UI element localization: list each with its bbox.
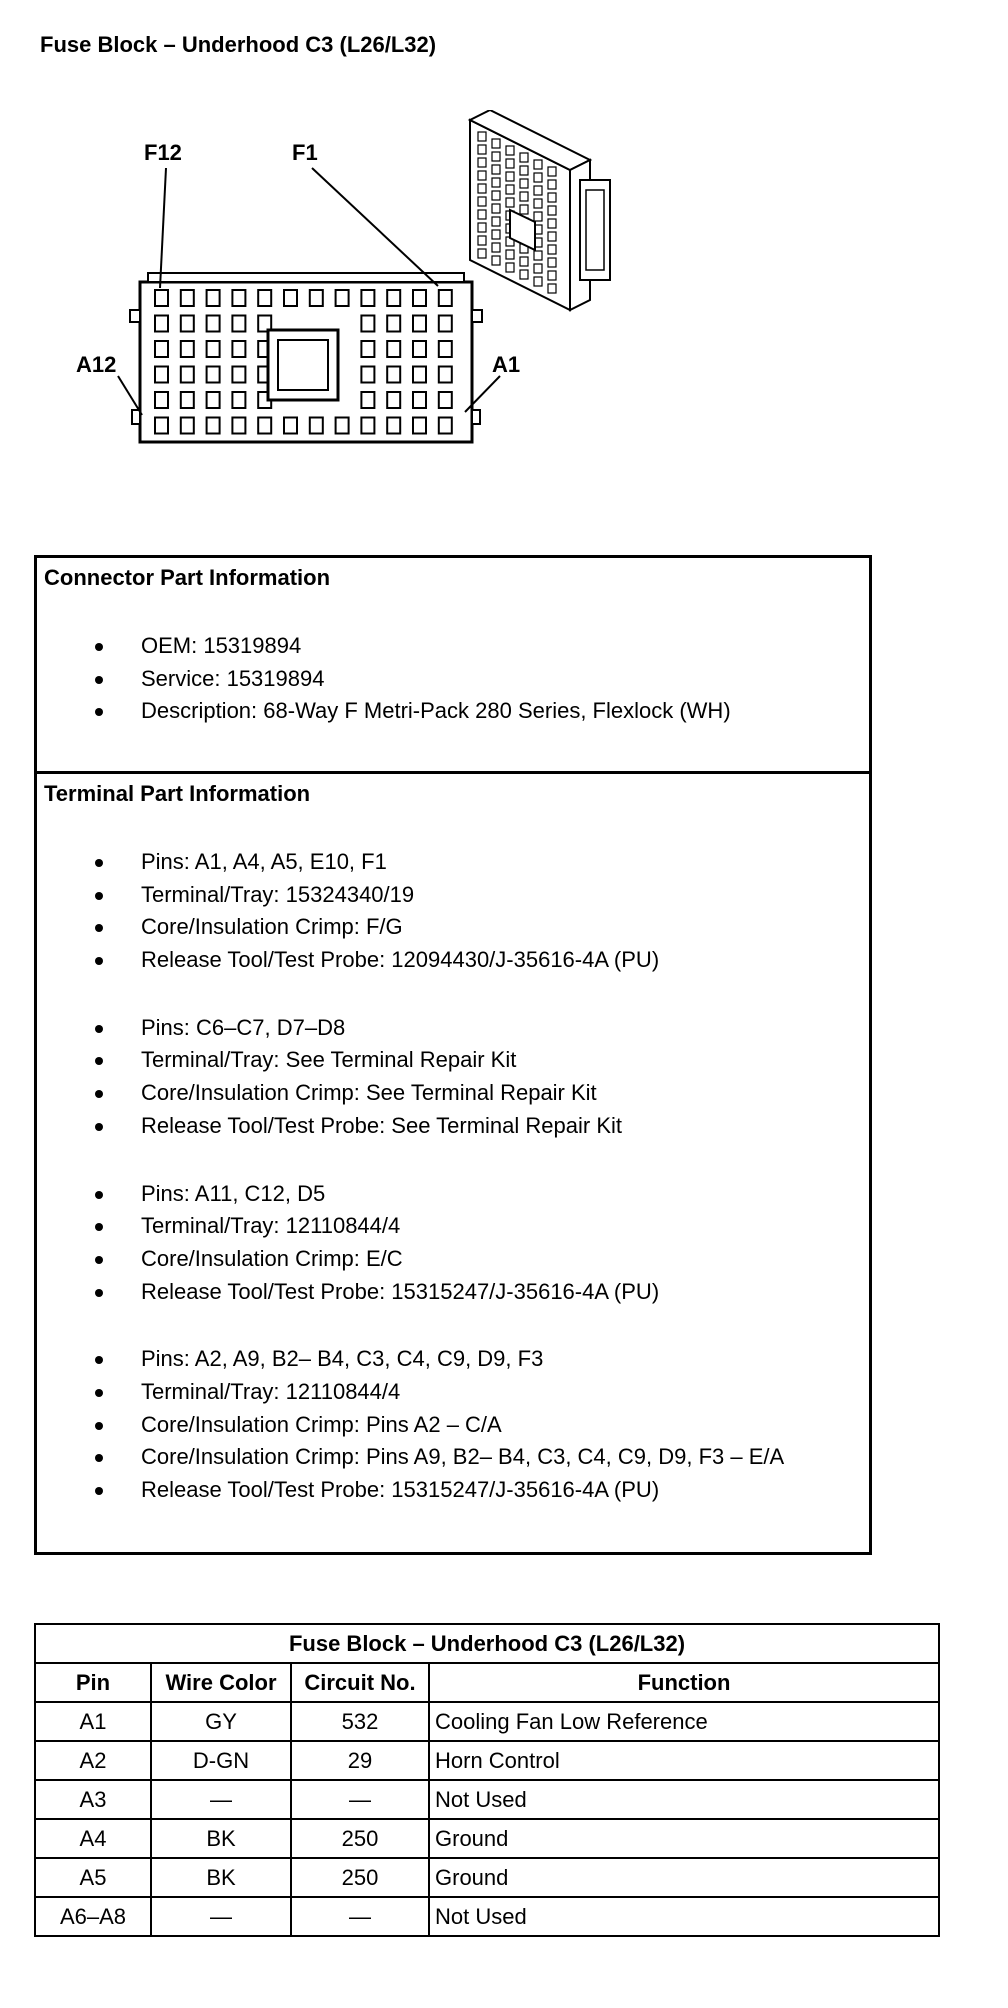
cavity (361, 290, 374, 306)
cavity (207, 418, 220, 434)
list-item: Core/Insulation Crimp: F/G (37, 911, 869, 944)
terminal-part-heading: Terminal Part Information (44, 781, 311, 806)
list-item: Core/Insulation Crimp: See Terminal Repair Kit (37, 1077, 869, 1110)
circuit-cell: 29 (291, 1741, 429, 1780)
pin-cell: A5 (35, 1858, 151, 1897)
cavity (284, 290, 297, 306)
wire-color-cell: BK (151, 1819, 291, 1858)
cavity (207, 341, 220, 357)
list-item: Core/Insulation Crimp: Pins A2 – C/A (37, 1409, 869, 1442)
list-item: Release Tool/Test Probe: 15315247/J-35616-4A (PU) (37, 1276, 869, 1309)
cavity (207, 290, 220, 306)
cavity (181, 290, 194, 306)
cavity (155, 341, 168, 357)
cavity (336, 290, 349, 306)
cavity (361, 392, 374, 408)
cavity (387, 316, 400, 332)
list-item: Core/Insulation Crimp: E/C (37, 1243, 869, 1276)
wire-color-cell: — (151, 1780, 291, 1819)
circuit-cell: — (291, 1780, 429, 1819)
label-f1: F1 (292, 140, 318, 165)
label-a12: A12 (76, 352, 117, 377)
cavity (181, 367, 194, 383)
wire-color-cell: — (151, 1897, 291, 1936)
list-item: Release Tool/Test Probe: 15315247/J-35616-4A (PU) (37, 1474, 869, 1507)
part-info-box (34, 555, 872, 1555)
cavity (181, 341, 194, 357)
terminal-part-list (37, 846, 869, 1507)
table-row (35, 1780, 939, 1819)
table-row (35, 1702, 939, 1741)
pin-cell: A4 (35, 1819, 151, 1858)
cavity (413, 316, 426, 332)
cavity (413, 290, 426, 306)
cavity (336, 418, 349, 434)
cavity (207, 392, 220, 408)
circuit-cell: 250 (291, 1819, 429, 1858)
connector-isometric-view (470, 110, 610, 310)
column-header-wire-color: Wire Color (151, 1663, 291, 1702)
list-item: Pins: A11, C12, D5 (37, 1178, 869, 1211)
cavity (207, 316, 220, 332)
cavity (361, 316, 374, 332)
list-item: Terminal/Tray: 15324340/19 (37, 879, 869, 912)
column-header-pin: Pin (35, 1663, 151, 1702)
cavity (310, 418, 323, 434)
cavity (155, 418, 168, 434)
cavity (361, 418, 374, 434)
cavity (181, 418, 194, 434)
cavity (232, 290, 245, 306)
cavity (387, 367, 400, 383)
list-item: Terminal/Tray: 12110844/4 (37, 1376, 869, 1409)
function-cell: Cooling Fan Low Reference (429, 1702, 939, 1741)
wire-color-cell: BK (151, 1858, 291, 1897)
cavity (155, 392, 168, 408)
pin-cell: A6–A8 (35, 1897, 151, 1936)
pin-table (34, 1623, 940, 1937)
function-cell: Not Used (429, 1780, 939, 1819)
cavity (439, 341, 452, 357)
cavity (439, 290, 452, 306)
cavity (232, 418, 245, 434)
function-cell: Ground (429, 1858, 939, 1897)
circuit-cell: 532 (291, 1702, 429, 1741)
list-item: OEM: 15319894 (37, 630, 869, 663)
pin-cell: A2 (35, 1741, 151, 1780)
cavity (387, 418, 400, 434)
list-item: Pins: A2, A9, B2– B4, C3, C4, C9, D9, F3 (37, 1343, 869, 1376)
cavity (439, 367, 452, 383)
table-row (35, 1819, 939, 1858)
cavity (232, 392, 245, 408)
cavity (387, 341, 400, 357)
list-item: Release Tool/Test Probe: See Terminal Repair Kit (37, 1110, 869, 1143)
cavity (207, 367, 220, 383)
cavity (155, 290, 168, 306)
cavity (413, 418, 426, 434)
cavity (361, 341, 374, 357)
label-a1: A1 (492, 352, 521, 377)
list-item: Terminal/Tray: See Terminal Repair Kit (37, 1044, 869, 1077)
cavity (387, 290, 400, 306)
cavity (361, 367, 374, 383)
table-row (35, 1897, 939, 1936)
column-header-function: Function (429, 1663, 939, 1702)
connector-top-rail (148, 273, 464, 282)
list-item: Terminal/Tray: 12110844/4 (37, 1210, 869, 1243)
cavity (284, 418, 297, 434)
connector-face-drawing (60, 110, 620, 470)
function-cell: Horn Control (429, 1741, 939, 1780)
connector-part-section (37, 558, 869, 774)
cavity (258, 418, 271, 434)
cavity (413, 341, 426, 357)
list-item: Pins: A1, A4, A5, E10, F1 (37, 846, 869, 879)
cavity (413, 367, 426, 383)
cavity (232, 316, 245, 332)
list-item: Release Tool/Test Probe: 12094430/J-35616-4A (PU) (37, 944, 869, 977)
list-item: Description: 68-Way F Metri-Pack 280 Series, Flexlock (WH) (37, 695, 869, 728)
circuit-cell: — (291, 1897, 429, 1936)
cavity (439, 392, 452, 408)
cavity (413, 392, 426, 408)
wire-color-cell: GY (151, 1702, 291, 1741)
pin-cell: A1 (35, 1702, 151, 1741)
cavity (232, 367, 245, 383)
label-f12: F12 (144, 140, 182, 165)
cavity (310, 290, 323, 306)
list-item: Pins: C6–C7, D7–D8 (37, 1012, 869, 1045)
wire-color-cell: D-GN (151, 1741, 291, 1780)
column-header-circuit-no: Circuit No. (291, 1663, 429, 1702)
cavity (155, 316, 168, 332)
cavity (387, 392, 400, 408)
circuit-cell: 250 (291, 1858, 429, 1897)
connector-part-heading: Connector Part Information (44, 565, 331, 590)
connector-diagram (60, 110, 620, 475)
table-row (35, 1858, 939, 1897)
table-row (35, 1741, 939, 1780)
connector-part-list (37, 630, 869, 728)
cavity (155, 367, 168, 383)
table-caption: Fuse Block – Underhood C3 (L26/L32) (35, 1624, 939, 1663)
cavity (439, 316, 452, 332)
cavity (232, 341, 245, 357)
list-item: Core/Insulation Crimp: Pins A9, B2– B4, C3, C4, C9, D9, F3 – E/A (37, 1441, 869, 1474)
page-title: Fuse Block – Underhood C3 (L26/L32) (40, 32, 437, 57)
cavity (181, 392, 194, 408)
table-header-row (35, 1663, 939, 1702)
pin-cell: A3 (35, 1780, 151, 1819)
cavity (181, 316, 194, 332)
function-cell: Not Used (429, 1897, 939, 1936)
function-cell: Ground (429, 1819, 939, 1858)
list-item: Service: 15319894 (37, 663, 869, 696)
cavity (258, 290, 271, 306)
cavity (439, 418, 452, 434)
